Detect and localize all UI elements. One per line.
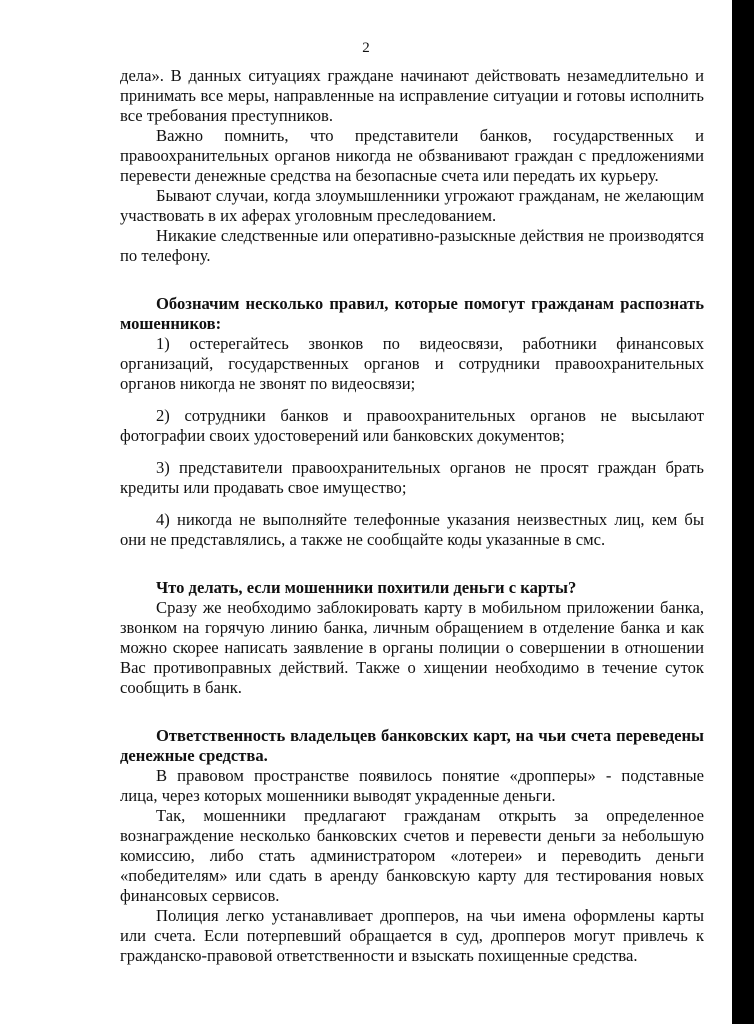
spacer [120,550,704,578]
document-body [120,66,704,966]
section-heading-rules: Обозначим несколько правил, которые помогут гражданам распознать мошенников: [120,294,704,333]
paragraph: дела». В данных ситуациях граждане начинают действовать незамедлительно и принимать все меры, направленные на исправление ситуации и готовы исполнить все требования преступников. [120,66,704,125]
spacer [120,266,704,294]
section-heading-theft: Что делать, если мошенники похитили деньги с карты? [156,578,577,597]
paragraph: В правовом пространстве появилось понятие «дропперы» - подставные лица, через которых мошенники выводят украденные деньги. [120,766,704,805]
rule-item: 3) представители правоохранительных органов не просят граждан брать кредиты или продавать свое имущество; [120,458,704,497]
paragraph: Никакие следственные или оперативно-разыскные действия не производятся по телефону. [120,226,704,265]
rule-item: 4) никогда не выполняйте телефонные указания неизвестных лиц, кем бы они не представлялись, а также не сообщайте коды указанные в смс. [120,510,704,549]
spacer [120,446,704,458]
paragraph: Сразу же необходимо заблокировать карту в мобильном приложении банка, звонком на горячую линию банка, личным обращением в отделение банка и как можно скорее написать заявление в органы полиции о совершении в отношении Вас противоправных действий. Также о хищении необходимо в течение суток сообщить в банк. [120,598,704,697]
page-number: 2 [362,40,370,56]
paragraph: Бывают случаи, когда злоумышленники угрожают гражданам, не желающим участвовать в их аферах уголовным преследованием. [120,186,704,225]
section-heading-responsibility: Ответственность владельцев банковских карт, на чьи счета переведены денежные средства. [120,726,704,765]
paragraph: Полиция легко устанавливает дропперов, на чьи имена оформлены карты или счета. Если потерпевший обращается в суд, дропперов могут привлечь к гражданско-правовой ответственности и взыскать похищенные средства. [120,906,704,965]
rule-item: 1) остерегайтесь звонков по видеосвязи, работники финансовых организаций, государственных органов и сотрудники правоохранительных органов никогда не звонят по видеосвязи; [120,334,704,393]
paragraph: Важно помнить, что представители банков, государственных и правоохранительных органов никогда не обзванивают граждан с предложениями перевести денежные средства на безопасные счета или передать их курьеру. [120,126,704,185]
spacer [120,394,704,406]
paragraph: Так, мошенники предлагают гражданам открыть за определенное вознаграждение несколько банковских счетов и перевести деньги за небольшую комиссию, либо стать администратором «лотереи» и переводить деньги «победителям» или сдать в аренду банковскую карту для тестирования новых финансовых сервисов. [120,806,704,905]
rule-item: 2) сотрудники банков и правоохранительных органов не высылают фотографии своих удостоверений или банковских документов; [120,406,704,445]
spacer [120,498,704,510]
spacer [120,698,704,726]
